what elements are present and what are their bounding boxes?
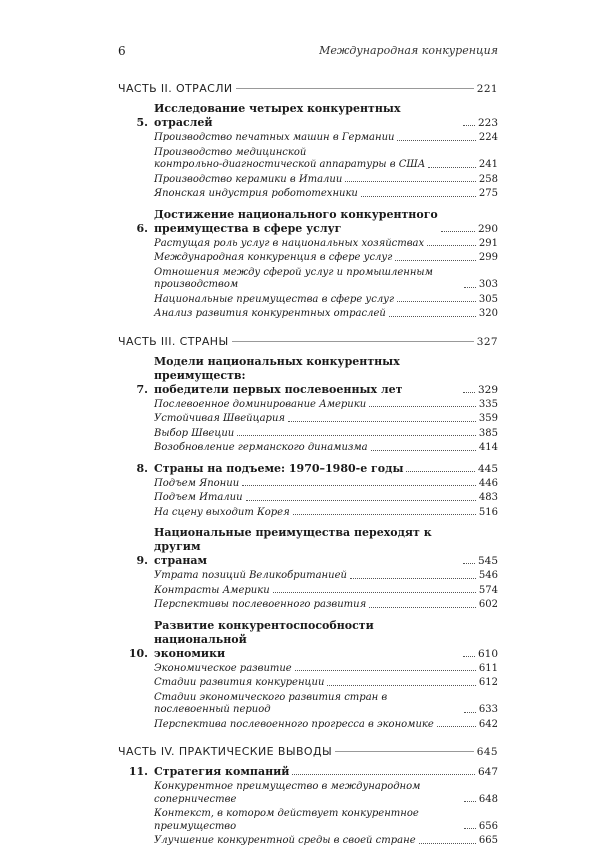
toc-section xyxy=(118,585,498,598)
dot-leader xyxy=(237,435,476,436)
toc-section xyxy=(118,132,498,145)
toc-section xyxy=(118,442,498,455)
section-title xyxy=(154,663,292,676)
dot-leader xyxy=(369,406,476,407)
page-ref: 546 xyxy=(478,570,498,581)
dot-leader xyxy=(236,88,474,89)
title-line: Улучшение конкурентной среды в своей стране xyxy=(154,835,416,846)
toc-chapter xyxy=(118,526,498,568)
page-ref: 320 xyxy=(478,308,498,319)
chapter-number: 7. xyxy=(136,382,148,396)
chapter-number: 5. xyxy=(136,116,148,129)
toc-section xyxy=(118,835,498,848)
dot-leader xyxy=(288,421,476,422)
page-ref: 545 xyxy=(477,555,498,567)
toc-section xyxy=(118,147,498,172)
page-ref: 642 xyxy=(478,718,498,730)
section-title xyxy=(154,507,290,520)
dot-leader xyxy=(246,500,476,501)
section-title xyxy=(154,570,347,583)
section-title xyxy=(154,252,392,265)
part-title: ЧАСТЬ II. ОТРАСЛИ xyxy=(118,82,233,95)
section-title xyxy=(154,478,239,491)
section-title xyxy=(154,677,324,690)
dot-leader xyxy=(463,563,475,564)
section-title xyxy=(154,308,386,321)
dot-leader xyxy=(464,712,476,713)
section-title xyxy=(154,781,461,806)
title-line: Отношения между сферой услуг и промышленным производством xyxy=(154,266,433,290)
page-ref: 291 xyxy=(478,237,498,249)
toc-section xyxy=(118,428,498,441)
chapter-number: 6. xyxy=(136,221,148,235)
page-ref: 602 xyxy=(478,599,498,610)
section-title xyxy=(154,492,243,505)
page-ref: 223 xyxy=(477,117,498,129)
title-line: Подъем Японии xyxy=(154,477,240,489)
dot-leader xyxy=(463,656,475,657)
dot-leader xyxy=(389,316,476,317)
section-title xyxy=(154,238,424,251)
section-title xyxy=(154,267,461,292)
dot-leader xyxy=(463,392,475,393)
section-title xyxy=(154,835,416,848)
page-ref: 303 xyxy=(478,279,498,290)
dot-leader xyxy=(345,181,476,182)
dot-leader xyxy=(295,670,476,671)
toc-chapter xyxy=(118,102,498,130)
dot-leader xyxy=(335,751,474,752)
chapter-number: 10. xyxy=(128,646,148,660)
title-line: Возобновление германского динамизма xyxy=(154,442,368,453)
section-title xyxy=(154,294,394,307)
toc-section xyxy=(118,267,498,292)
page-ref: 224 xyxy=(478,132,498,143)
dot-leader xyxy=(464,828,476,829)
chapter-title xyxy=(118,619,460,661)
title-line: Утрата позиций Великобританией xyxy=(154,570,347,581)
toc-section xyxy=(118,808,498,833)
page-ref: 516 xyxy=(478,506,498,518)
title-line: Растущая роль услуг в национальных хозяйствах xyxy=(154,237,425,249)
chapter-number: 11. xyxy=(128,765,148,778)
section-title xyxy=(154,174,342,187)
toc-section xyxy=(118,413,498,426)
title-line: Контрасты Америки xyxy=(154,584,270,596)
section-title xyxy=(154,442,368,455)
title-line: Исследование четырех конкурентных отраслей xyxy=(154,102,401,129)
title-line: Страны на подъеме: 1970–1980-е годы xyxy=(154,461,404,475)
page-ref: 241 xyxy=(478,159,498,170)
running-title: Международная конкуренция xyxy=(319,44,498,57)
dot-leader xyxy=(397,301,476,302)
dot-leader xyxy=(427,245,476,246)
section-title xyxy=(154,399,366,412)
title-line: Стадии развития конкуренции xyxy=(154,677,325,688)
chapter-title xyxy=(118,526,460,568)
section-title xyxy=(154,692,461,717)
page-ref: 633 xyxy=(478,704,498,715)
title-line: Международная конкуренция в сфере услуг xyxy=(154,252,393,263)
page-ref: 258 xyxy=(478,173,498,185)
title-line: Производство медицинской xyxy=(154,146,307,158)
title-line: Конкурентное преимущество в международном соперничестве xyxy=(154,781,421,805)
dot-leader xyxy=(437,726,476,727)
page-ref: 414 xyxy=(478,442,498,453)
title-line: Достижение национального конкурентного xyxy=(154,207,438,221)
page-ref: 359 xyxy=(478,413,498,424)
title-line: Перспектива послевоенного прогресса в экономике xyxy=(154,718,434,730)
title-line: Выбор Швеции xyxy=(154,427,235,439)
chapter-title xyxy=(118,102,460,130)
page-ref: 648 xyxy=(478,793,498,805)
page-ref: 305 xyxy=(478,293,498,305)
toc-section xyxy=(118,781,498,806)
page-ref: 665 xyxy=(478,835,498,846)
title-line: Подъем Италии xyxy=(154,492,243,503)
page-number: 6 xyxy=(118,44,126,58)
dot-leader xyxy=(350,578,476,579)
title-line: Стадии экономического развития стран в послевоенный период xyxy=(154,691,388,715)
page-ref: 221 xyxy=(476,83,498,95)
title-line: контрольно-диагностической аппаратуры в США xyxy=(154,159,426,170)
title-line: Модели национальных конкурентных преимуществ: xyxy=(154,354,400,382)
dot-leader xyxy=(441,231,475,232)
dot-leader xyxy=(327,685,475,686)
chapter-title xyxy=(118,208,438,236)
page-ref: 446 xyxy=(478,477,498,489)
chapter-title xyxy=(118,355,460,397)
toc-section xyxy=(118,492,498,505)
section-title xyxy=(154,428,234,441)
toc-section xyxy=(118,399,498,412)
chapter-title xyxy=(118,462,403,476)
section-title xyxy=(154,147,425,172)
page-ref: 335 xyxy=(478,398,498,410)
page-ref: 483 xyxy=(478,492,498,503)
page-ref: 611 xyxy=(478,662,498,674)
page-ref: 645 xyxy=(476,746,498,758)
title-line: экономики xyxy=(154,646,226,660)
toc-chapter xyxy=(118,208,498,236)
title-line: Устойчивая Швейцария xyxy=(154,413,286,424)
chapter-number: 8. xyxy=(136,461,148,475)
page-ref: 612 xyxy=(478,677,498,688)
page-ref: 574 xyxy=(478,584,498,596)
toc-section xyxy=(118,252,498,265)
title-line: Экономическое развитие xyxy=(154,662,292,674)
toc-part xyxy=(118,335,498,348)
toc-section xyxy=(118,174,498,187)
toc-section xyxy=(118,692,498,717)
title-line: Национальные преимущества в сфере услуг xyxy=(154,293,395,305)
dot-leader xyxy=(242,485,476,486)
title-line: странам xyxy=(154,554,208,567)
dot-leader xyxy=(463,125,475,126)
title-line: Послевоенное доминирование Америки xyxy=(154,398,367,410)
toc-chapter xyxy=(118,765,498,779)
page-ref: 275 xyxy=(478,188,498,199)
dot-leader xyxy=(371,450,476,451)
page-ref: 299 xyxy=(478,252,498,263)
dot-leader xyxy=(273,592,476,593)
title-line: Контекст, в котором действует конкурентное преимущество xyxy=(154,808,419,832)
page-ref: 290 xyxy=(477,222,498,235)
page-ref: 329 xyxy=(477,383,498,396)
dot-leader xyxy=(369,607,476,608)
dot-leader xyxy=(406,471,474,472)
dot-leader xyxy=(397,140,475,141)
part-title: ЧАСТЬ III. СТРАНЫ xyxy=(118,334,229,348)
section-title xyxy=(154,599,366,612)
page-ref: 647 xyxy=(477,766,498,778)
section-title xyxy=(154,132,394,145)
dot-leader xyxy=(428,167,476,168)
toc-part xyxy=(118,745,498,758)
title-line: Национальные преимущества переходят к другим xyxy=(154,526,432,553)
toc-section xyxy=(118,663,498,676)
dot-leader xyxy=(464,287,476,288)
toc-section xyxy=(118,719,498,732)
section-title xyxy=(154,188,358,201)
title-line: Производство керамики в Италии xyxy=(154,173,343,185)
title-line: Стратегия компаний xyxy=(154,765,290,778)
chapter-number: 9. xyxy=(136,554,148,567)
toc-section xyxy=(118,599,498,612)
title-line: преимущества в сфере услуг xyxy=(154,221,342,235)
table-of-contents xyxy=(118,82,498,848)
dot-leader xyxy=(292,774,475,775)
page-header xyxy=(118,44,498,64)
dot-leader xyxy=(232,341,474,342)
toc-chapter xyxy=(118,619,498,661)
title-line: победители первых послевоенных лет xyxy=(154,382,403,396)
dot-leader xyxy=(395,260,476,261)
section-title xyxy=(154,413,285,426)
toc-section xyxy=(118,570,498,583)
toc-section xyxy=(118,507,498,520)
page-ref: 327 xyxy=(476,335,498,348)
dot-leader xyxy=(293,514,476,515)
toc-section xyxy=(118,478,498,491)
page-ref: 385 xyxy=(478,427,498,439)
dot-leader xyxy=(361,196,476,197)
toc-section xyxy=(118,308,498,321)
section-title xyxy=(154,585,270,598)
title-line: Анализ развития конкурентных отраслей xyxy=(154,308,386,319)
part-title: ЧАСТЬ IV. ПРАКТИЧЕСКИЕ ВЫВОДЫ xyxy=(118,745,333,758)
toc-section xyxy=(118,294,498,307)
toc-part xyxy=(118,82,498,95)
toc-section xyxy=(118,677,498,690)
page-ref: 656 xyxy=(478,820,498,832)
section-title xyxy=(154,719,434,732)
toc-section xyxy=(118,238,498,251)
title-line: На сцену выходит Корея xyxy=(154,506,290,518)
dot-leader xyxy=(419,843,476,844)
title-line: Японская индустрия робототехники xyxy=(154,188,358,199)
title-line: Перспективы послевоенного развития xyxy=(154,599,367,610)
toc-section xyxy=(118,188,498,201)
dot-leader xyxy=(464,801,476,802)
section-title xyxy=(154,808,461,833)
title-line: Развитие конкурентоспособности национальной xyxy=(154,618,374,646)
page-ref: 445 xyxy=(477,462,498,475)
toc-chapter xyxy=(118,462,498,476)
page-ref: 610 xyxy=(477,647,498,660)
toc-chapter xyxy=(118,355,498,397)
title-line: Производство печатных машин в Германии xyxy=(154,132,395,143)
